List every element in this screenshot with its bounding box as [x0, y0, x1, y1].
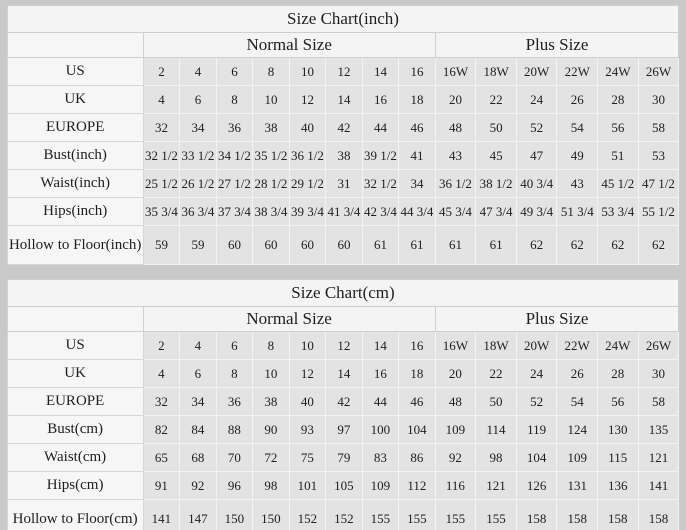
size-cell: 38 3/4: [253, 198, 290, 226]
size-cell: 4: [143, 360, 180, 388]
size-cell: 51: [598, 142, 639, 170]
size-cell: 8: [216, 360, 253, 388]
size-cell: 147: [180, 500, 217, 530]
table-row: [7, 58, 679, 86]
size-cell: 16W: [435, 58, 476, 86]
size-cell: 88: [216, 416, 253, 444]
size-cell: 60: [326, 226, 363, 265]
size-cell: 61: [476, 226, 517, 265]
size-cell: 53: [638, 142, 679, 170]
size-chart-cm-table: [7, 279, 680, 530]
size-cell: 98: [253, 472, 290, 500]
size-cell: 52: [516, 388, 557, 416]
size-cell: 59: [143, 226, 180, 265]
size-cell: 116: [435, 472, 476, 500]
size-cell: 109: [557, 444, 598, 472]
size-cell: 91: [143, 472, 180, 500]
size-cell: 82: [143, 416, 180, 444]
size-cell: 79: [326, 444, 363, 472]
size-cell: 61: [399, 226, 436, 265]
size-cell: 22: [476, 86, 517, 114]
size-cell: 152: [289, 500, 326, 530]
size-cell: 150: [216, 500, 253, 530]
size-cell: 50: [476, 114, 517, 142]
size-cell: 56: [597, 388, 638, 416]
chart-title-cm: Size Chart(cm): [7, 280, 679, 307]
size-cell: 25 1/2: [143, 170, 180, 198]
size-cell: 20: [435, 360, 476, 388]
group-header-row: [7, 307, 679, 332]
size-cell: 6: [216, 332, 253, 360]
chart-title-inch: Size Chart(inch): [7, 6, 679, 33]
group-header-row: [7, 33, 679, 58]
size-cell: 16: [362, 360, 399, 388]
size-cell: 44: [362, 114, 399, 142]
size-cell: 40: [289, 388, 326, 416]
table-row: [7, 416, 679, 444]
size-cell: 47: [516, 142, 557, 170]
size-cell: 40: [289, 114, 326, 142]
size-cell: 43: [435, 142, 476, 170]
corner-cell: [7, 307, 143, 332]
row-label: EUROPE: [7, 114, 143, 142]
size-cell: 20W: [516, 332, 557, 360]
size-cell: 18W: [476, 332, 517, 360]
table-row: [7, 114, 679, 142]
size-cell: 51 3/4: [557, 198, 598, 226]
size-cell: 20W: [516, 58, 557, 86]
size-cell: 98: [476, 444, 517, 472]
size-cell: 97: [326, 416, 363, 444]
size-cell: 150: [253, 500, 290, 530]
table-row: [7, 170, 679, 198]
size-cell: 10: [253, 360, 290, 388]
size-cell: 24W: [597, 332, 638, 360]
size-cell: 35 3/4: [143, 198, 180, 226]
table-row: [7, 444, 679, 472]
size-cell: 60: [253, 226, 290, 265]
row-label: Waist(inch): [7, 170, 143, 198]
size-cell: 32 1/2: [362, 170, 399, 198]
size-cell: 55 1/2: [638, 198, 679, 226]
row-label: Hollow to Floor(inch): [7, 226, 143, 265]
size-cell: 14: [362, 58, 399, 86]
size-cell: 47 1/2: [638, 170, 679, 198]
size-cell: 36 1/2: [435, 170, 476, 198]
size-cell: 48: [435, 114, 476, 142]
size-cell: 135: [638, 416, 679, 444]
size-cell: 43: [557, 170, 598, 198]
table-row: [7, 360, 679, 388]
table-row: [7, 388, 679, 416]
row-label: Bust(inch): [7, 142, 143, 170]
size-cell: 27 1/2: [216, 170, 253, 198]
size-cell: 60: [289, 226, 326, 265]
size-cell: 14: [326, 360, 363, 388]
size-cell: 22W: [557, 332, 598, 360]
size-cell: 45 3/4: [435, 198, 476, 226]
size-cell: 4: [180, 332, 217, 360]
size-cell: 90: [253, 416, 290, 444]
size-cell: 46: [399, 114, 436, 142]
size-cell: 61: [362, 226, 399, 265]
size-cell: 35 1/2: [253, 142, 290, 170]
size-cell: 18: [399, 360, 436, 388]
size-cell: 68: [180, 444, 217, 472]
size-cell: 72: [253, 444, 290, 472]
size-cell: 152: [326, 500, 363, 530]
size-cell: 26 1/2: [180, 170, 217, 198]
table-row: [7, 142, 679, 170]
size-cell: 33 1/2: [180, 142, 217, 170]
size-cell: 158: [597, 500, 638, 530]
size-cell: 65: [143, 444, 180, 472]
size-cell: 38: [253, 388, 290, 416]
size-cell: 86: [399, 444, 436, 472]
size-cell: 32: [143, 388, 180, 416]
size-cell: 96: [216, 472, 253, 500]
size-cell: 58: [638, 388, 679, 416]
row-label: Bust(cm): [7, 416, 143, 444]
size-cell: 14: [362, 332, 399, 360]
size-chart-inch-table: [7, 5, 680, 265]
size-cell: 115: [597, 444, 638, 472]
row-label: Hollow to Floor(cm): [7, 500, 143, 530]
size-cell: 8: [253, 332, 290, 360]
plus-size-group-header: Plus Size: [435, 307, 679, 332]
size-cell: 131: [557, 472, 598, 500]
row-label: US: [7, 332, 143, 360]
size-cell: 112: [399, 472, 436, 500]
size-cell: 126: [516, 472, 557, 500]
table-row: [7, 472, 679, 500]
size-cell: 24W: [598, 58, 639, 86]
size-cell: 24: [516, 360, 557, 388]
table-row: [7, 500, 679, 530]
normal-size-group-header: Normal Size: [143, 307, 435, 332]
size-cell: 109: [362, 472, 399, 500]
size-cell: 16W: [435, 332, 476, 360]
size-cell: 12: [289, 360, 326, 388]
size-cell: 26W: [638, 58, 679, 86]
size-cell: 101: [289, 472, 326, 500]
row-label: US: [7, 58, 143, 86]
size-cell: 16: [399, 58, 436, 86]
size-cell: 14: [326, 86, 363, 114]
size-cell: 30: [638, 360, 679, 388]
size-cell: 36: [216, 388, 253, 416]
size-cell: 8: [253, 58, 290, 86]
size-cell: 42: [326, 388, 363, 416]
size-cell: 26W: [638, 332, 679, 360]
row-label: Waist(cm): [7, 444, 143, 472]
size-cell: 30: [638, 86, 679, 114]
table-row: [7, 226, 679, 265]
size-cell: 16: [362, 86, 399, 114]
size-cell: 124: [557, 416, 598, 444]
size-cell: 18W: [476, 58, 517, 86]
size-cell: 53 3/4: [598, 198, 639, 226]
size-cell: 62: [557, 226, 598, 265]
size-cell: 20: [435, 86, 476, 114]
size-cell: 28: [598, 86, 639, 114]
size-cell: 136: [597, 472, 638, 500]
size-cell: 39 1/2: [362, 142, 399, 170]
size-cell: 38: [326, 142, 363, 170]
size-cell: 92: [435, 444, 476, 472]
size-cell: 104: [516, 444, 557, 472]
size-cell: 155: [435, 500, 476, 530]
size-cell: 29 1/2: [289, 170, 326, 198]
row-label: UK: [7, 360, 143, 388]
size-cell: 38: [253, 114, 290, 142]
size-cell: 6: [180, 360, 217, 388]
row-label: Hips(cm): [7, 472, 143, 500]
size-cell: 62: [598, 226, 639, 265]
size-cell: 28: [597, 360, 638, 388]
size-cell: 109: [435, 416, 476, 444]
table-row: [7, 86, 679, 114]
size-cell: 121: [476, 472, 517, 500]
size-cell: 104: [399, 416, 436, 444]
size-cell: 44 3/4: [399, 198, 436, 226]
size-cell: 41: [399, 142, 436, 170]
size-cell: 4: [180, 58, 217, 86]
row-label: Hips(inch): [7, 198, 143, 226]
size-cell: 22: [476, 360, 517, 388]
size-cell: 70: [216, 444, 253, 472]
size-cell: 58: [638, 114, 679, 142]
table-row: [7, 198, 679, 226]
size-cell: 141: [638, 472, 679, 500]
size-cell: 10: [289, 58, 326, 86]
size-cell: 119: [516, 416, 557, 444]
size-cell: 44: [362, 388, 399, 416]
size-cell: 2: [143, 58, 180, 86]
size-cell: 49: [557, 142, 598, 170]
size-cell: 121: [638, 444, 679, 472]
size-cell: 62: [638, 226, 679, 265]
size-cell: 32 1/2: [143, 142, 180, 170]
size-cell: 22W: [557, 58, 598, 86]
size-cell: 16: [399, 332, 436, 360]
size-cell: 34: [399, 170, 436, 198]
size-cell: 84: [180, 416, 217, 444]
size-cell: 40 3/4: [516, 170, 557, 198]
size-cell: 28 1/2: [253, 170, 290, 198]
size-cell: 26: [557, 360, 598, 388]
size-cell: 158: [557, 500, 598, 530]
size-cell: 54: [557, 388, 598, 416]
size-cell: 46: [399, 388, 436, 416]
size-cell: 24: [516, 86, 557, 114]
size-cell: 141: [143, 500, 180, 530]
size-cell: 83: [362, 444, 399, 472]
row-label: EUROPE: [7, 388, 143, 416]
size-cell: 92: [180, 472, 217, 500]
size-cell: 18: [399, 86, 436, 114]
size-cell: 50: [476, 388, 517, 416]
size-cell: 8: [216, 86, 253, 114]
size-cell: 93: [289, 416, 326, 444]
size-cell: 38 1/2: [476, 170, 517, 198]
size-cell: 49 3/4: [516, 198, 557, 226]
size-cell: 158: [516, 500, 557, 530]
size-cell: 12: [326, 332, 363, 360]
size-cell: 36: [216, 114, 253, 142]
size-cell: 34 1/2: [216, 142, 253, 170]
size-cell: 114: [476, 416, 517, 444]
size-cell: 34: [180, 388, 217, 416]
size-cell: 36 1/2: [289, 142, 326, 170]
title-row: [7, 6, 679, 33]
size-cell: 32: [143, 114, 180, 142]
size-cell: 60: [216, 226, 253, 265]
size-cell: 75: [289, 444, 326, 472]
size-cell: 42 3/4: [362, 198, 399, 226]
size-cell: 34: [180, 114, 217, 142]
size-cell: 155: [476, 500, 517, 530]
size-cell: 100: [362, 416, 399, 444]
size-cell: 47 3/4: [476, 198, 517, 226]
size-cell: 59: [180, 226, 217, 265]
size-cell: 6: [216, 58, 253, 86]
size-cell: 39 3/4: [289, 198, 326, 226]
size-cell: 155: [399, 500, 436, 530]
table-row: [7, 332, 679, 360]
size-cell: 12: [326, 58, 363, 86]
size-cell: 45 1/2: [598, 170, 639, 198]
size-cell: 155: [362, 500, 399, 530]
plus-size-group-header: Plus Size: [435, 33, 679, 58]
size-cell: 10: [289, 332, 326, 360]
size-cell: 26: [557, 86, 598, 114]
size-cell: 158: [638, 500, 679, 530]
size-cell: 37 3/4: [216, 198, 253, 226]
size-cell: 48: [435, 388, 476, 416]
size-cell: 36 3/4: [180, 198, 217, 226]
size-cell: 2: [143, 332, 180, 360]
title-row: [7, 280, 679, 307]
size-cell: 31: [326, 170, 363, 198]
size-cell: 4: [143, 86, 180, 114]
size-cell: 6: [180, 86, 217, 114]
size-cell: 105: [326, 472, 363, 500]
size-cell: 41 3/4: [326, 198, 363, 226]
normal-size-group-header: Normal Size: [143, 33, 435, 58]
size-cell: 10: [253, 86, 290, 114]
size-cell: 42: [326, 114, 363, 142]
size-cell: 130: [597, 416, 638, 444]
size-cell: 12: [289, 86, 326, 114]
size-cell: 52: [516, 114, 557, 142]
size-cell: 61: [435, 226, 476, 265]
size-cell: 62: [516, 226, 557, 265]
row-label: UK: [7, 86, 143, 114]
size-cell: 54: [557, 114, 598, 142]
corner-cell: [7, 33, 143, 58]
size-cell: 56: [598, 114, 639, 142]
size-cell: 45: [476, 142, 517, 170]
